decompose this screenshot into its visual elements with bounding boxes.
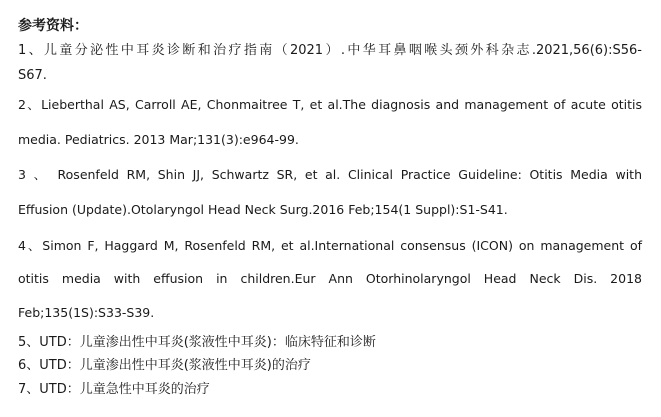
reference-3-line-2: Effusion (Update).Otolaryngol Head Neck Surg.2016 Feb;154(1 Suppl):S1-S41. — [18, 202, 508, 217]
reference-5: 5、UTD：儿童渗出性中耳炎(浆液性中耳炎)：临床特征和诊断 — [18, 335, 376, 350]
reference-1-line-1: 1、儿童分泌性中耳炎诊断和治疗指南（2021）.中华耳鼻咽喉头颈外科杂志.2021,56(6):S56- — [18, 43, 642, 58]
reference-4-line-1: 4、Simon F, Haggard M, Rosenfeld RM, et al.International consensus (ICON) on management of — [18, 238, 642, 253]
reference-4-line-3: Feb;135(1S):S33-S39. — [18, 305, 155, 320]
reference-3-line-1: 3 、 Rosenfeld RM, Shin JJ, Schwartz SR, et al. Clinical Practice Guideline: Otitis Media with — [18, 167, 642, 182]
references-heading: 参考资料： — [18, 18, 88, 34]
reference-6: 6、UTD：儿童渗出性中耳炎(浆液性中耳炎)的治疗 — [18, 358, 311, 373]
reference-1-line-2: S67. — [18, 68, 47, 83]
reference-7: 7、UTD：儿童急性中耳炎的治疗 — [18, 382, 210, 397]
reference-2-line-2: media. Pediatrics. 2013 Mar;131(3):e964-99. — [18, 132, 299, 147]
reference-2-line-1: 2、Lieberthal AS, Carroll AE, Chonmaitree T, et al.The diagnosis and management of acute otitis — [18, 97, 642, 112]
reference-4-line-2: otitis media with effusion in children.Eur Ann Otorhinolaryngol Head Neck Dis. 2018 — [18, 271, 642, 286]
